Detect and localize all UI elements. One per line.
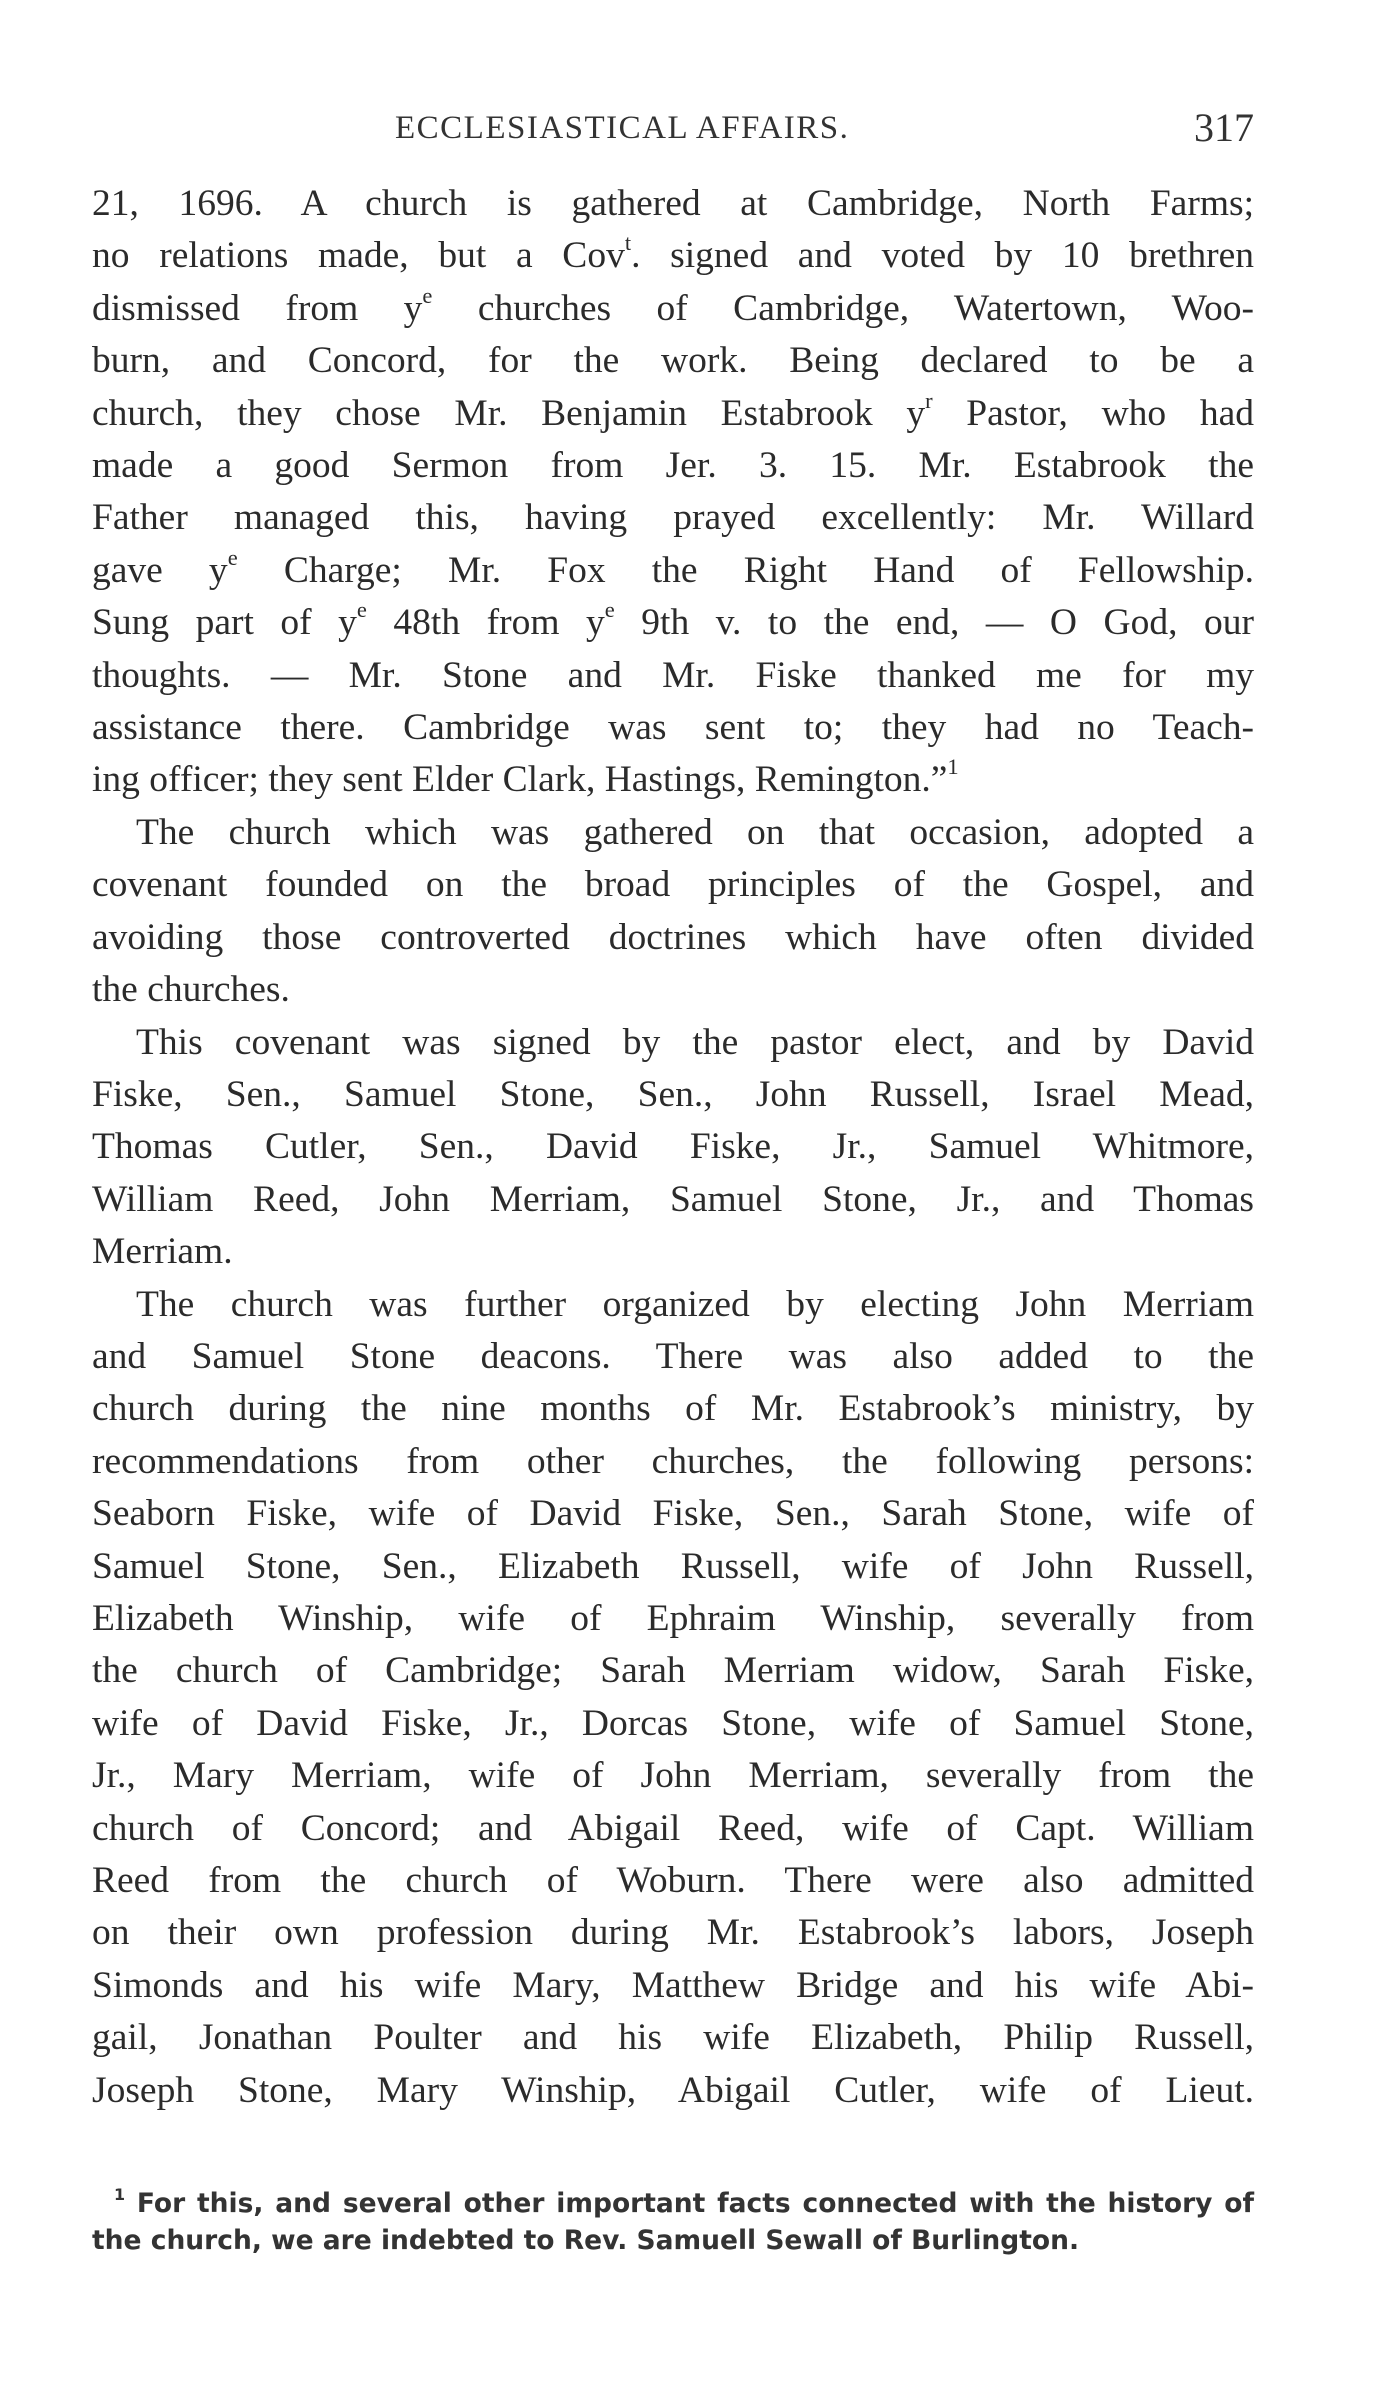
text-line (92, 650, 1254, 702)
paragraph-diary-quote (92, 178, 1254, 807)
text-line: William Reed, John Merriam, Samuel Stone, Jr., and Thomas (92, 1178, 1254, 1220)
paragraph-covenant (92, 807, 1254, 1017)
footnote-marker: 1 (114, 2185, 126, 2205)
line-text: burn, and Concord, for the work. Being declared to be a (92, 340, 1254, 382)
text-line: The church which was gathered on that occasion, adopted a (136, 811, 1254, 853)
line-text: 21, 1696. A church is gathered at Cambridge, North Farms; (92, 183, 1254, 224)
footnote-line (92, 2222, 1254, 2259)
line-text: assistance there. Cambridge was sent to; they had no Teach- (92, 707, 1254, 749)
line-text: church, they chose Mr. Benjamin Estabrook y (92, 392, 926, 434)
text-line: church during the nine months of Mr. Estabrook’s ministry, by (92, 1388, 1254, 1430)
text-line: This covenant was signed by the pastor elect, and by David (136, 1021, 1254, 1063)
text-line (92, 230, 1254, 282)
line-text: Father managed this, having prayed excellently: Mr. Willard (92, 497, 1254, 539)
footnote (92, 2185, 1254, 2259)
text-line: Joseph Stone, Mary Winship, Abigail Cutler, wife of Lieut. (92, 2069, 1254, 2111)
line-text: . signed and voted by 10 brethren (631, 235, 1255, 277)
text-line: Elizabeth Winship, wife of Ephraim Winship, severally from (92, 1597, 1254, 1639)
text-line (92, 335, 1254, 387)
line-text: churches of Cambridge, Watertown, Woo- (432, 287, 1254, 329)
page-header (92, 104, 1254, 160)
text-line (92, 440, 1254, 492)
text-line (92, 702, 1254, 754)
text-line: gail, Jonathan Poulter and his wife Elizabeth, Philip Russell, (92, 2017, 1254, 2059)
page-number: 317 (1194, 105, 1254, 150)
line-text: gave y (92, 549, 228, 591)
line-text: ing officer; they sent Elder Clark, Hastings, Remington.” (92, 759, 948, 801)
text-line: church of Concord; and Abigail Reed, wife of Capt. William (92, 1807, 1254, 1849)
line-text: Sung part of y (92, 602, 357, 644)
superscript: e (604, 597, 615, 623)
footnote-line (92, 2185, 1254, 2222)
superscript: 1 (947, 754, 959, 780)
superscript: t (624, 230, 632, 256)
line-text: 48th from y (366, 602, 605, 644)
text-line (92, 283, 1254, 335)
text-line (92, 388, 1254, 440)
text-line (92, 545, 1254, 597)
text-line: on their own profession during Mr. Estabrook’s labors, Joseph (92, 1912, 1254, 1954)
text-line: and Samuel Stone deacons. There was also added to the (92, 1335, 1254, 1377)
text-line (92, 754, 1254, 806)
superscript: e (356, 597, 367, 623)
text-line: The church was further organized by electing John Merriam (136, 1283, 1254, 1325)
text-line: Jr., Mary Merriam, wife of John Merriam, severally from the (92, 1755, 1254, 1797)
running-head: ECCLESIASTICAL AFFAIRS. (395, 110, 850, 146)
text-line: recommendations from other churches, the following persons: (92, 1440, 1254, 1482)
line-text: Pastor, who had (932, 392, 1254, 434)
footnote-text: the church, we are indebted to Rev. Samuell Sewall of Burlington. (92, 2225, 1080, 2256)
text-line: Reed from the church of Woburn. There were also admitted (92, 1860, 1254, 1901)
line-text: 9th v. to the end, — O God, our (614, 602, 1254, 644)
text-line (92, 492, 1254, 544)
line-text: thoughts. — Mr. Stone and Mr. Fiske thanked me for my (92, 654, 1254, 696)
superscript: e (227, 544, 238, 570)
paragraph-organization (92, 1279, 1254, 2118)
text-line: covenant founded on the broad principles of the Gospel, and (92, 864, 1254, 906)
text-line: avoiding those controverted doctrines which have often divided (92, 916, 1254, 958)
line-text: dismissed from y (92, 287, 423, 329)
line-text: made a good Sermon from Jer. 3. 15. Mr. Estabrook the (92, 445, 1254, 487)
text-line (92, 178, 1254, 230)
superscript: r (925, 387, 933, 413)
text-line: Samuel Stone, Sen., Elizabeth Russell, wife of John Russell, (92, 1545, 1254, 1587)
text-line: the church of Cambridge; Sarah Merriam widow, Sarah Fiske, (92, 1650, 1254, 1692)
text-line: the churches. (92, 969, 290, 1011)
text-line: Fiske, Sen., Samuel Stone, Sen., John Russell, Israel Mead, (92, 1073, 1254, 1115)
line-text: no relations made, but a Cov (92, 235, 625, 277)
footnote-text: For this, and several other important facts connected with the history of (136, 2188, 1254, 2219)
text-line: Merriam. (92, 1231, 233, 1273)
text-line: wife of David Fiske, Jr., Dorcas Stone, wife of Samuel Stone, (92, 1702, 1254, 1744)
paragraph-signers (92, 1017, 1254, 1279)
line-text: Charge; Mr. Fox the Right Hand of Fellowship. (237, 549, 1254, 591)
text-line: Seaborn Fiske, wife of David Fiske, Sen., Sarah Stone, wife of (92, 1493, 1254, 1535)
text-line: Simonds and his wife Mary, Matthew Bridge and his wife Abi- (92, 1964, 1254, 2006)
superscript: e (422, 282, 433, 308)
text-line: Thomas Cutler, Sen., David Fiske, Jr., Samuel Whitmore, (92, 1126, 1254, 1168)
body-text (92, 178, 1254, 2117)
text-line (92, 597, 1254, 649)
